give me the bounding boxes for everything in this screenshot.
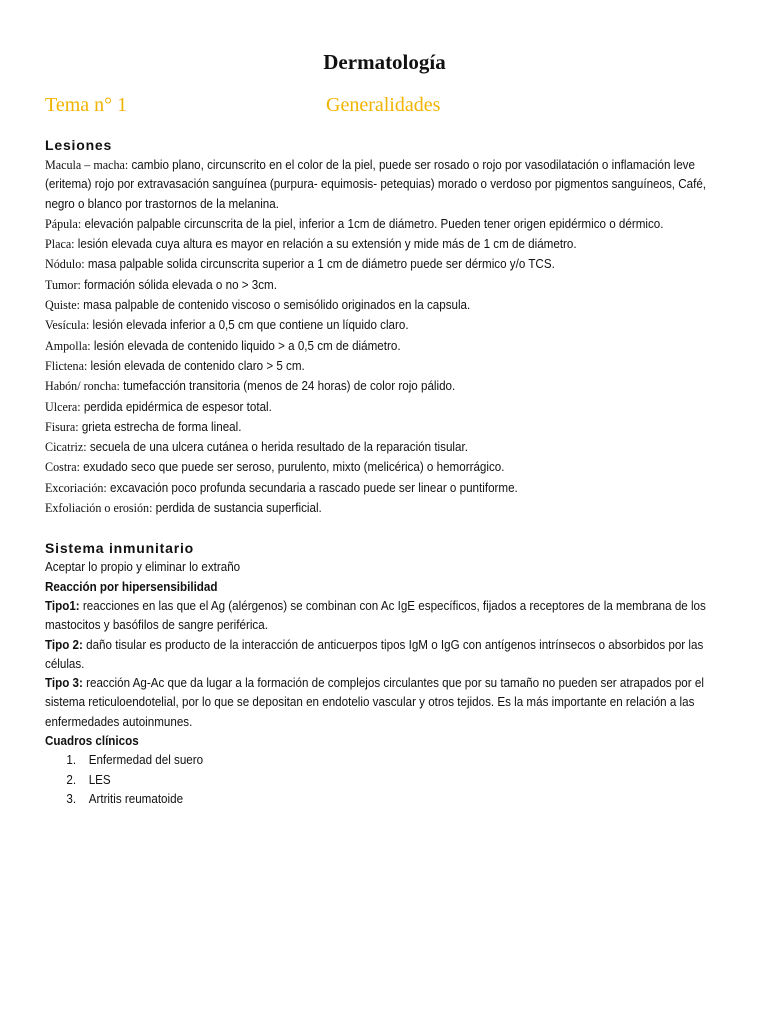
inmune-section xyxy=(45,558,715,809)
lesiones-list xyxy=(45,155,715,518)
tipo-item xyxy=(45,674,715,732)
lesion-item xyxy=(45,234,715,254)
lesion-description: perdida epidérmica de espesor total. xyxy=(80,399,272,414)
lesion-term: Cicatriz: xyxy=(45,439,87,455)
inmune-heading: Sistema inmunitario xyxy=(45,540,195,557)
lesion-description: excavación poco profunda secundaria a rascado puede ser linear o puntiforme. xyxy=(106,480,518,495)
lesion-description: formación sólida elevada o no > 3cm. xyxy=(80,277,277,292)
lesion-term: Vesícula: xyxy=(45,317,90,333)
lesion-description: lesión elevada de contenido claro > 5 cm. xyxy=(87,358,305,373)
lesion-term: Fisura: xyxy=(45,418,79,434)
lesion-term: Tumor: xyxy=(45,276,81,292)
lesion-term: Ampolla: xyxy=(45,337,91,353)
lesion-description: exudado seco que puede ser seroso, purulento, mixto (melicérica) o hemorrágico. xyxy=(79,460,505,475)
cuadros-list xyxy=(45,751,715,809)
lesion-term: Exfoliación o erosión: xyxy=(45,500,153,516)
inmune-intro: Aceptar lo propio y eliminar lo extraño xyxy=(45,560,241,575)
lesion-item xyxy=(45,356,715,376)
lesion-term: Excoriación: xyxy=(45,479,107,495)
lesion-description: lesión elevada inferior a 0,5 cm que contiene un líquido claro. xyxy=(89,318,409,333)
list-item xyxy=(45,790,715,809)
lesion-item xyxy=(45,397,715,417)
hypersensitivity-heading: Reacción por hipersensibilidad xyxy=(45,579,218,594)
list-item xyxy=(45,751,715,770)
lesion-description: grieta estrecha de forma lineal. xyxy=(78,419,242,434)
topic-subject: Generalidades xyxy=(326,94,441,116)
lesion-item xyxy=(45,275,715,295)
document-title: Dermatología xyxy=(323,50,446,74)
lesion-item xyxy=(45,457,715,477)
lesion-item xyxy=(45,214,715,234)
lesion-description: masa palpable de contenido viscoso o semisólido originados en la capsula. xyxy=(79,298,471,313)
topic-number: Tema n° 1 xyxy=(45,94,128,116)
lesion-item xyxy=(45,437,715,457)
list-text: Enfermedad del suero xyxy=(88,753,204,768)
tipo-item xyxy=(45,597,715,636)
list-number: 1. xyxy=(66,753,77,768)
lesion-term: Flictena: xyxy=(45,357,88,373)
tipo-description: reacciones en las que el Ag (alérgenos) se combinan con Ac IgE específicos, fijados a receptores de la membrana de los mastocitos y basófilos de sangre periférica. xyxy=(45,598,706,633)
lesion-item xyxy=(45,417,715,437)
lesion-term: Pápula: xyxy=(45,215,82,231)
tipo-item xyxy=(45,636,715,675)
lesion-item xyxy=(45,254,715,274)
lesion-term: Macula – macha: xyxy=(45,157,129,172)
tipo-label: Tipo1: xyxy=(45,598,80,613)
topic-header xyxy=(45,93,712,127)
lesion-item xyxy=(45,478,715,498)
lesion-term: Placa: xyxy=(45,236,75,252)
tipo-description: daño tisular es producto de la interacción de anticuerpos tipos IgM o IgG con antígenos intrínsecos o absorbidos por las células. xyxy=(45,637,704,671)
lesion-term: Ulcera: xyxy=(45,398,81,414)
lesion-item xyxy=(45,295,715,315)
tipo-label: Tipo 3: xyxy=(45,676,83,691)
lesion-description: cambio plano, circunscrito en el color de la piel, puede ser rosado o rojo por vasodilatación o inflamación leve (eritema) rojo por extravasación sanguínea (purpura- equimosis- petequias) morado o verdoso por pigmentos sanguíneos, Café, negro o blanco por trastornos de la melanina. xyxy=(45,158,707,211)
lesion-item xyxy=(45,155,715,214)
tipo-description: reacción Ag-Ac que da lugar a la formación de complejos circulantes que por su tamaño no pueden ser atrapados por el sistema reticuloendotelial, por lo que se depositan en endotelio vascular y otros tejidos. Es la más importante en relación a las enfermedades autoinmunes. xyxy=(45,676,704,729)
tipo-label: Tipo 2: xyxy=(45,637,83,652)
lesion-term: Costra: xyxy=(45,459,80,475)
list-number: 2. xyxy=(66,772,77,787)
lesion-description: elevación palpable circunscrita de la piel, inferior a 1cm de diámetro. Pueden tener origen epidérmico o dérmico. xyxy=(81,216,664,231)
lesion-description: lesión elevada cuya altura es mayor en relación a su extensión y mide más de 1 cm de diámetro. xyxy=(74,237,577,252)
lesion-term: Quiste: xyxy=(45,297,80,313)
lesion-item xyxy=(45,315,715,335)
list-text: LES xyxy=(88,772,111,787)
list-text: Artritis reumatoide xyxy=(88,791,184,806)
list-number: 3. xyxy=(66,791,77,806)
cuadros-heading: Cuadros clínicos xyxy=(45,734,139,749)
lesion-term: Habón/ roncha: xyxy=(45,378,120,394)
list-item xyxy=(45,771,715,790)
lesion-item xyxy=(45,336,715,356)
lesion-description: perdida de sustancia superficial. xyxy=(152,501,322,516)
lesion-term: Nódulo: xyxy=(45,256,85,272)
lesion-description: masa palpable solida circunscrita superior a 1 cm de diámetro puede ser dérmico y/o TCS. xyxy=(84,257,555,272)
lesion-description: tumefacción transitoria (menos de 24 horas) de color rojo pálido. xyxy=(119,379,456,394)
lesion-description: secuela de una ulcera cutánea o herida resultado de la reparación tisular. xyxy=(86,440,468,455)
lesion-item xyxy=(45,376,715,396)
lesion-description: lesión elevada de contenido liquido > a 0,5 cm de diámetro. xyxy=(90,338,401,353)
lesion-item xyxy=(45,498,715,518)
lesiones-heading: Lesiones xyxy=(45,137,113,153)
